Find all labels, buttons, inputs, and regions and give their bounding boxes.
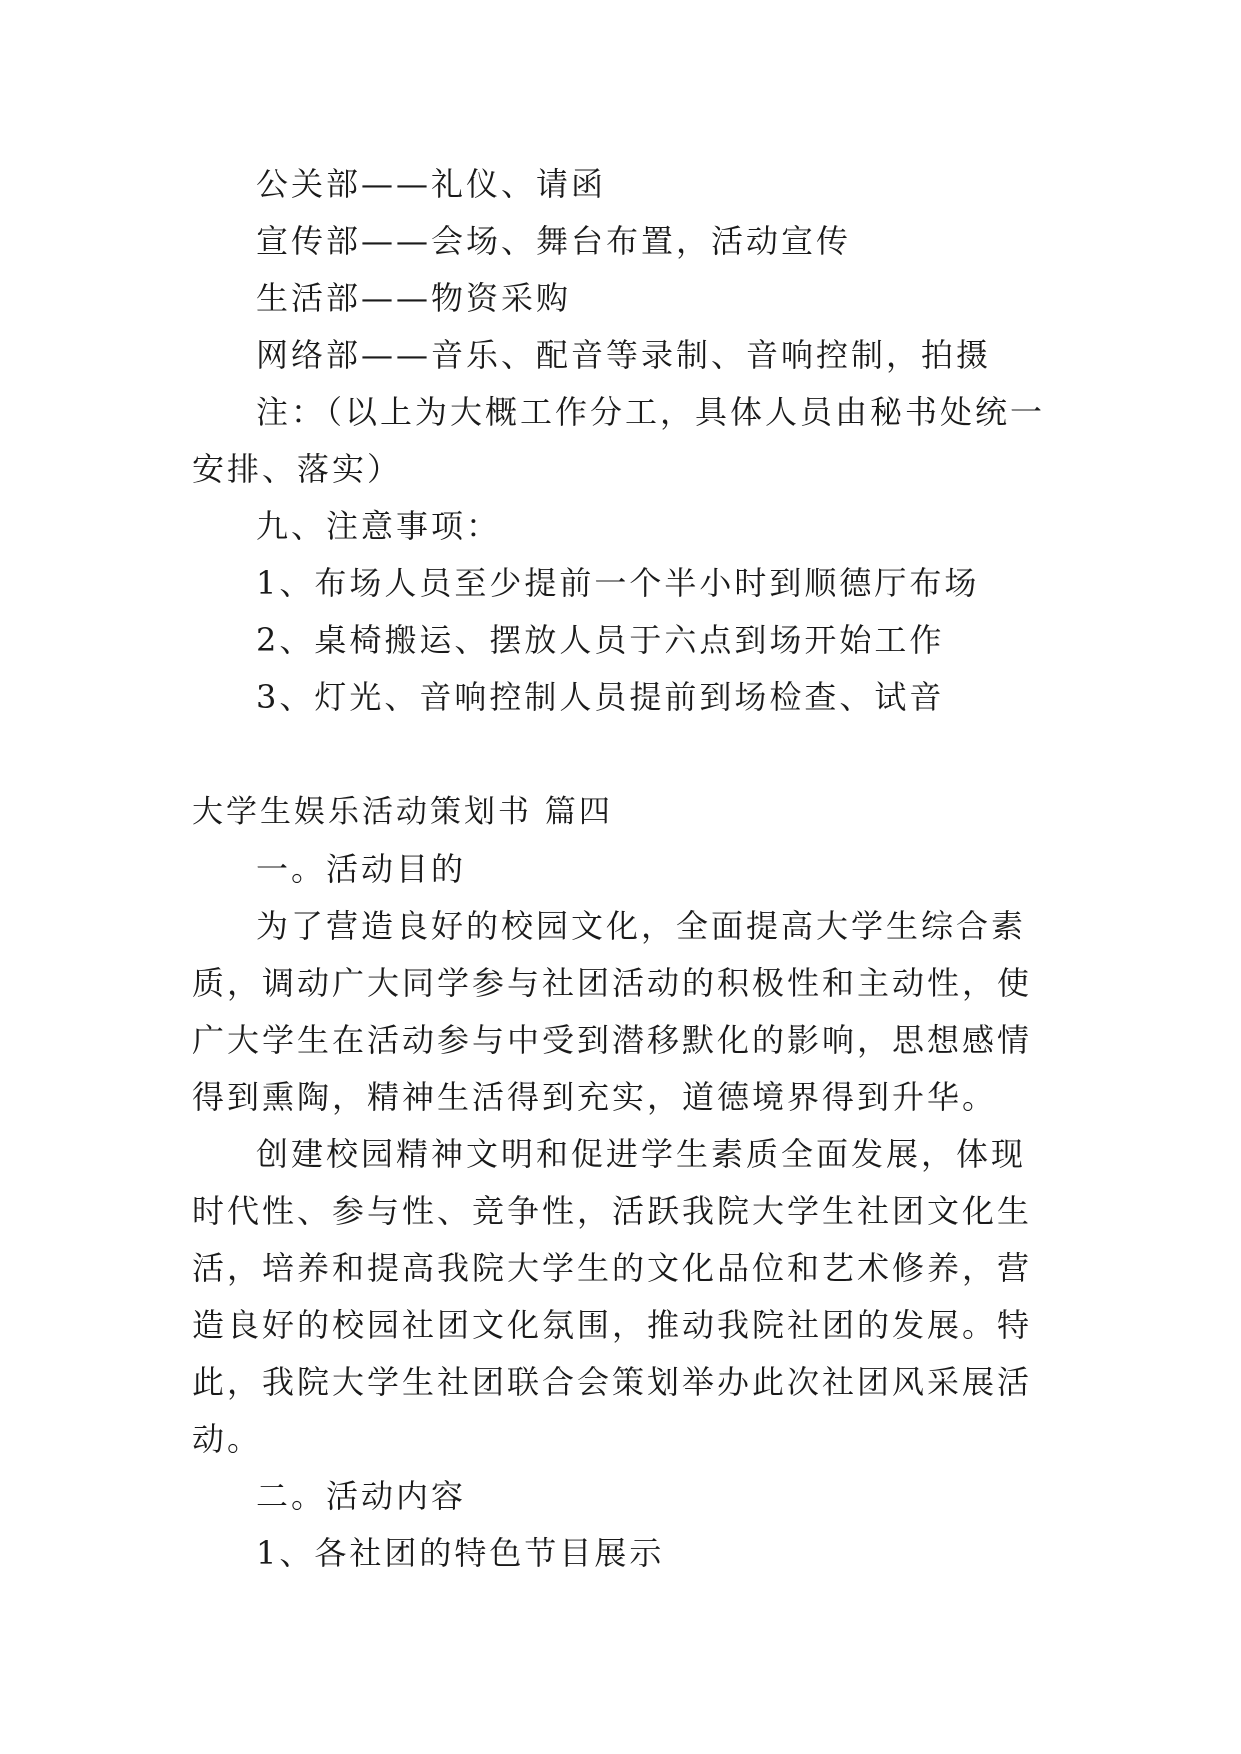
document-body [192, 156, 1052, 1582]
paragraph-publicity-dept: 宣传部——会场、舞台布置，活动宣传 [256, 222, 852, 260]
paragraph-note: 注：（以上为大概工作分工，具体人员由秘书处统一安排、落实） [192, 393, 1046, 488]
paragraph-notice-2: 2、桌椅搬运、摆放人员于六点到场开始工作 [256, 621, 945, 659]
heading-activity-purpose: 一。活动目的 [256, 850, 467, 888]
paragraph-life-dept: 生活部——物资采购 [256, 279, 572, 317]
paragraph-content-1: 1、各社团的特色节目展示 [256, 1534, 665, 1572]
paragraph-notice-1: 1、布场人员至少提前一个半小时到顺德厅布场 [256, 564, 980, 602]
paragraph-network-dept: 网络部——音乐、配音等录制、音响控制，拍摄 [256, 336, 992, 374]
paragraph-purpose-1: 为了营造良好的校园文化，全面提高大学生综合素质，调动广大同学参与社团活动的积极性和主动性，使广大学生在活动参与中受到潜移默化的影响，思想感情得到熏陶，精神生活得到充实，道德境界得到升华。 [192, 907, 1033, 1116]
paragraph-purpose-2: 创建校园精神文明和促进学生素质全面发展，体现时代性、参与性、竞争性，活跃我院大学生社团文化生活，培养和提高我院大学生的文化品位和艺术修养，营造良好的校园社团文化氛围，推动我院社团的发展。特此，我院大学生社团联合会策划举办此次社团风采展活动。 [192, 1135, 1033, 1458]
paragraph-notice-heading: 九、注意事项： [256, 507, 502, 545]
section-spacer [192, 726, 1052, 784]
heading-activity-content: 二。活动内容 [256, 1477, 467, 1515]
paragraph-pr-dept: 公关部——礼仪、请函 [256, 165, 607, 203]
section-title: 大学生娱乐活动策划书 篇四 [192, 794, 613, 830]
paragraph-notice-3: 3、灯光、音响控制人员提前到场检查、试音 [256, 678, 945, 716]
